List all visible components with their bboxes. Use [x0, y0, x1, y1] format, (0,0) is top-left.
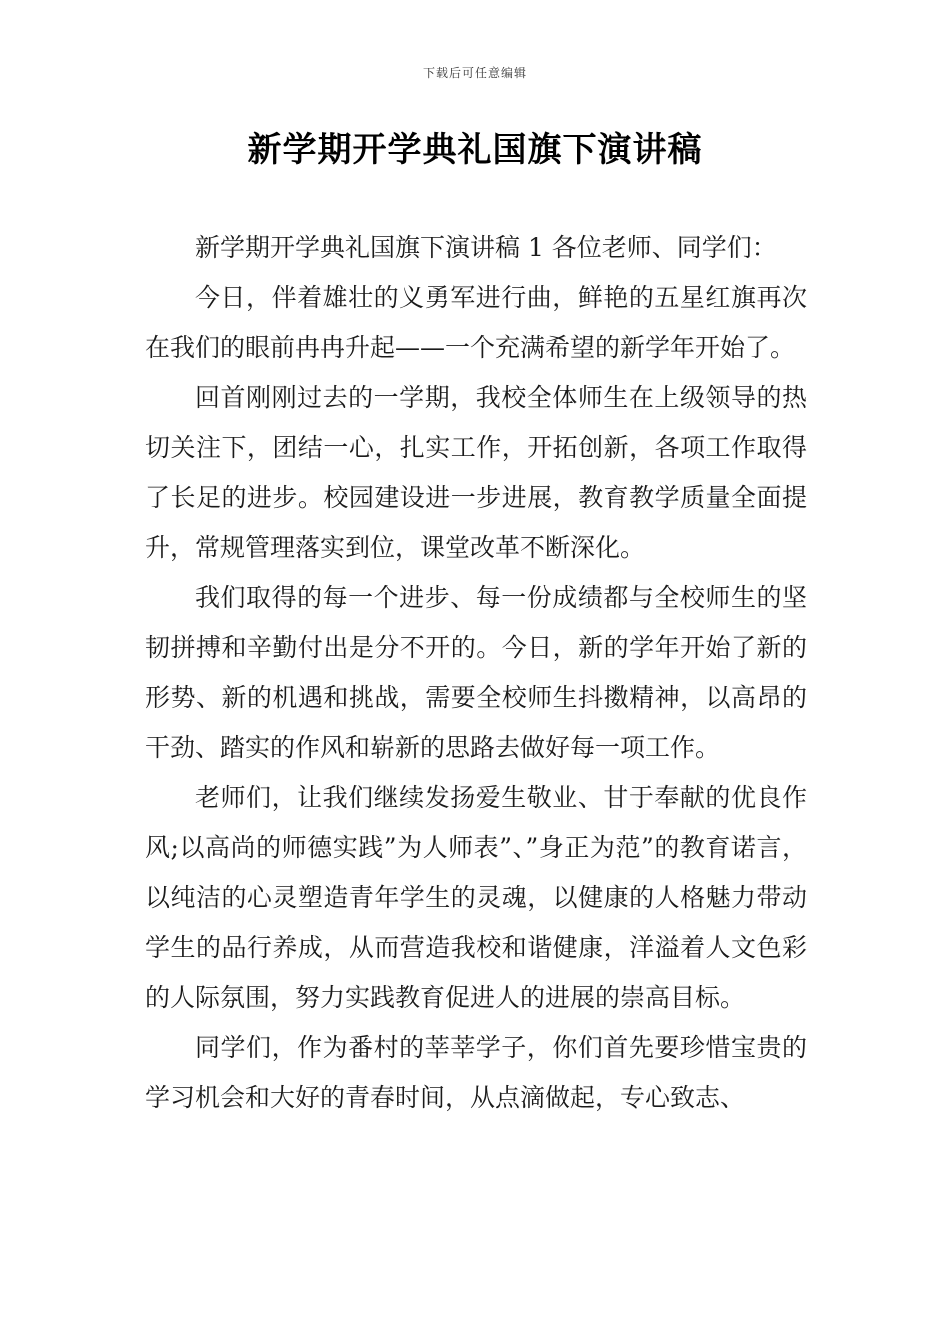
- paragraph: 新学期开学典礼国旗下演讲稿 1 各位老师、同学们：: [195, 233, 777, 262]
- paragraph: 老师们，让我们继续发扬爱生敬业、甘于奉献的优良作风;以高尚的师德实践”为人师表”、”身正为范”的教育诺言，以纯洁的心灵塑造青年学生的灵魂，以健康的人格魅力带动学生的品行养成，从而营造我校和谐健康，洋溢着人文色彩的人际氛围，努力实践教育促进人的进展的崇高目标。: [145, 783, 807, 1012]
- paragraph: 我们取得的每一个进步、每一份成绩都与全校师生的坚韧拼搏和辛勤付出是分不开的。今日，新的学年开始了新的形势、新的机遇和挑战，需要全校师生抖擞精神，以高昂的干劲、踏实的作风和崭新的思路去做好每一项工作。: [145, 583, 807, 762]
- paragraph: 今日，伴着雄壮的义勇军进行曲，鲜艳的五星红旗再次在我们的眼前冉冉升起——一个充满希望的新学年开始了。: [145, 283, 807, 362]
- paragraph: 回首刚刚过去的一学期，我校全体师生在上级领导的热切关注下，团结一心，扎实工作，开拓创新，各项工作取得了长足的进步。校园建设进一步进展，教育教学质量全面提升，常规管理落实到位，课堂改革不断深化。: [145, 383, 807, 562]
- paragraph: 同学们，作为番村的莘莘学子，你们首先要珍惜宝贵的学习机会和大好的青春时间，从点滴做起，专心致志、: [145, 1033, 807, 1112]
- header-note: 下载后可任意编辑: [422, 66, 527, 80]
- document-title: 新学期开学典礼国旗下演讲稿: [247, 130, 703, 170]
- document-body: [145, 223, 807, 1123]
